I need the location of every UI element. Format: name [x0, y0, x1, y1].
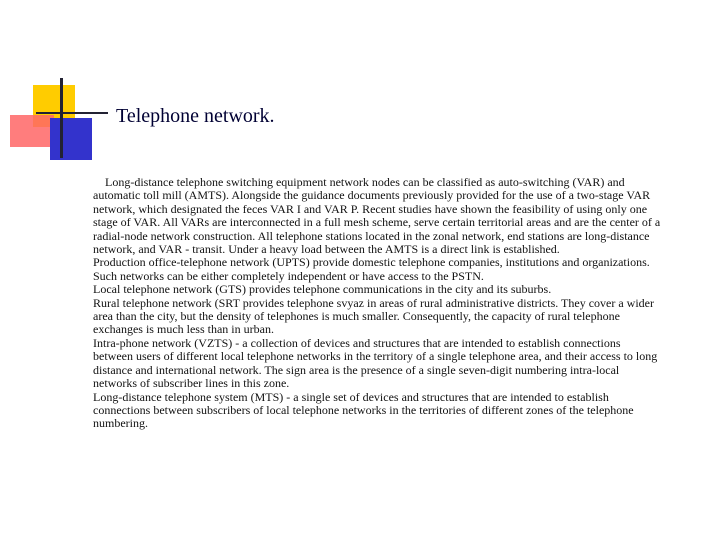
horizontal-line [36, 112, 108, 114]
paragraph: Intra-phone network (VZTS) - a collection of devices and structures that are intended to establish connections between users of different local telephone networks in the territory of a single telephone area, and their access to long distance and international network. The sign area is the presence of a single seven-digit numbering intra-local networks of subscriber lines in this zone. [93, 335, 658, 391]
slide-title: Telephone network. [116, 105, 275, 127]
blue-square [50, 118, 92, 160]
paragraph: Rural telephone network (SRT provides telephone svyaz in areas of rural administrative districts. They cover a wider area than the city, but the density of telephones is much smaller. Consequently, the capacity of rural telephone exchanges is much less than in urban. [93, 295, 654, 337]
vertical-line [60, 78, 63, 158]
paragraph: Long-distance telephone switching equipment network nodes can be classified as auto-switching (VAR) and automatic toll mill (AMTS). Alongside the guidance documents previously provided for the use of a two-stage VAR network, which designated the feces VAR I and VAR P. Recent studies have shown the feasibility of using only one stage of VAR. All VARs are interconnected in a full mesh scheme, serve certain territorial areas and are the center of a radial-node network construction. All telephone stations located in the zonal network, end stations are long-distance network, and VAR - transit. Under a heavy load between the AMTS is a direct link is established. [93, 175, 661, 257]
paragraph: Local telephone network (GTS) provides telephone communications in the city and its suburbs. [93, 282, 552, 297]
paragraph: Production office-telephone network (UPTS) provide domestic telephone companies, institutions and organizations. Such networks can be either completely independent or have access to the PSTN. [93, 255, 650, 283]
decorative-corner-graphic [0, 0, 110, 170]
paragraph: Long-distance telephone system (MTS) - a single set of devices and structures that are intended to establish connections between subscribers of local telephone networks in the territories of different zones of the telephone numbering. [93, 389, 634, 431]
slide-body [93, 176, 661, 431]
red-square [10, 115, 54, 147]
